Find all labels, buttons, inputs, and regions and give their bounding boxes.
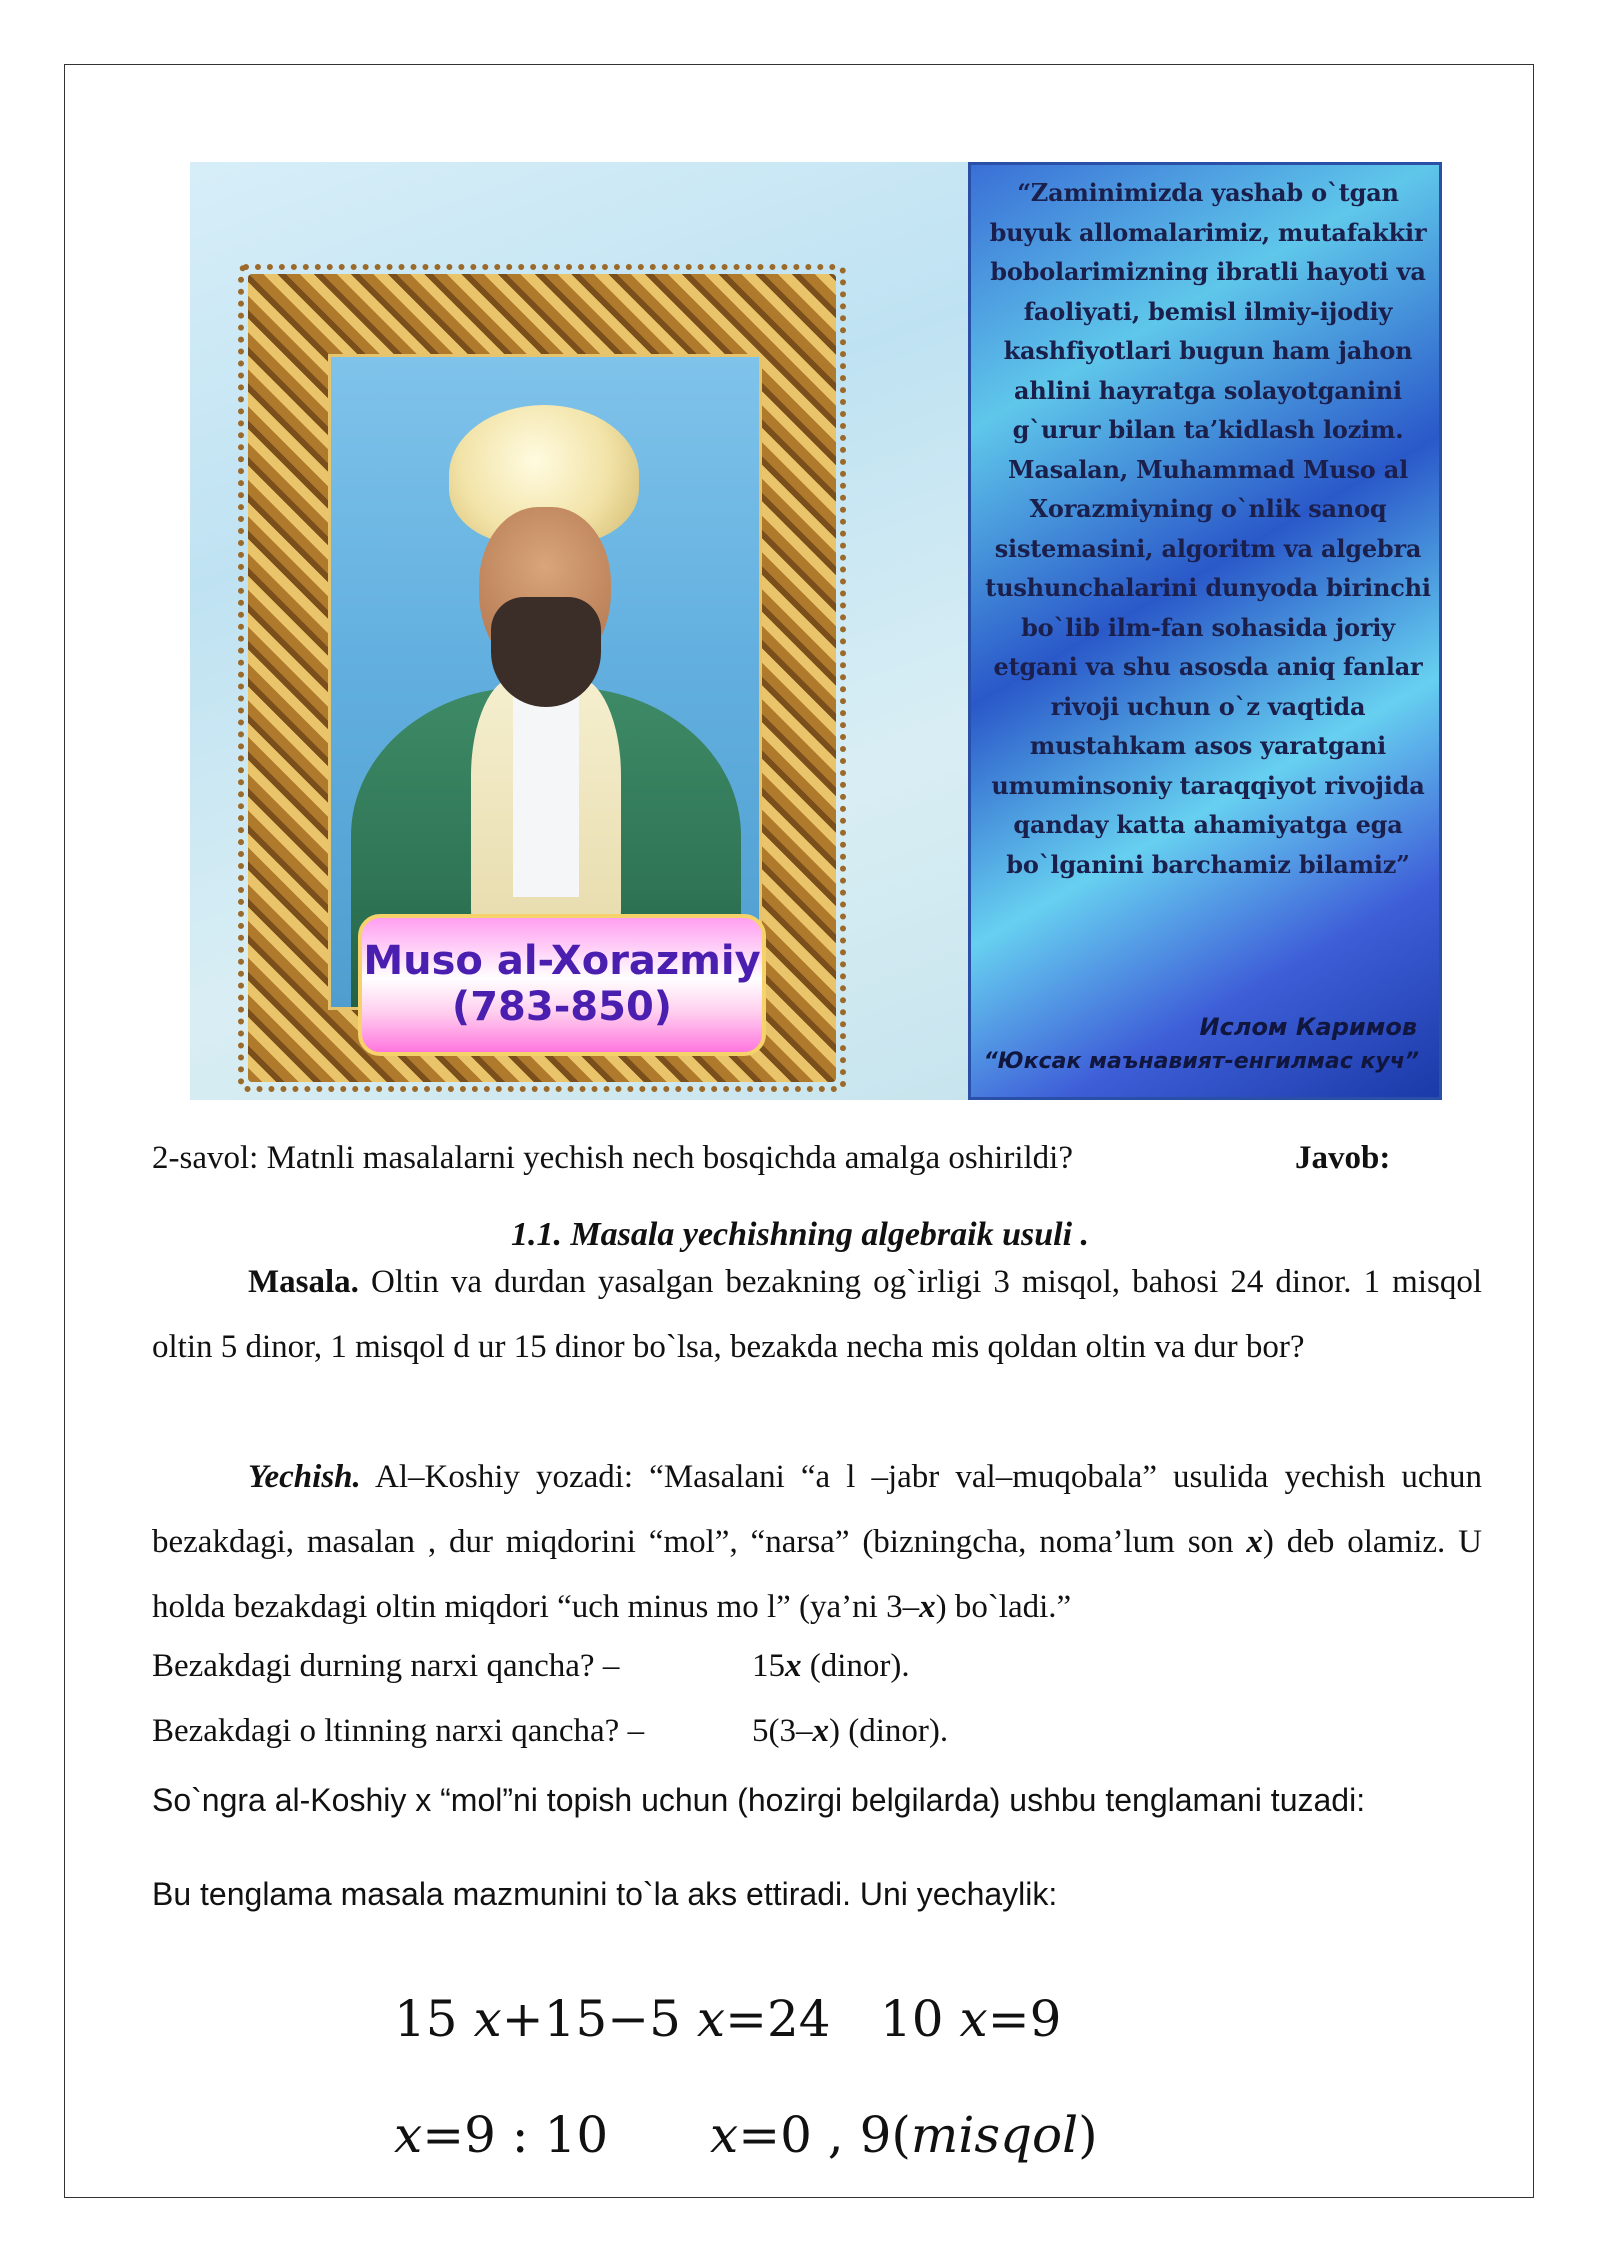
solution-label: Yechish. — [248, 1459, 361, 1495]
equation-intro: So`ngra al-Koshiy x “mol”ni topish uchun (hozirgi belgilarda) ushbu tenglamani tuzadi: — [152, 1782, 1366, 1818]
quote-text: “Zaminimizda yashab o`tgan buyuk allomalarimiz, mutafakkir bobolarimizning ibratli hayoti va faoliyati, bemisl ilmiy-ijodiy kashfiyotlari bugun ham jahon ahlini hayratga solayotganini g`urur bilan ta’kidlash lozim. Masalan, Muhammad Muso al Xorazmiyning o`nlik sanoq sistemasini, algoritm va algebra tushunchalarini dunyoda birinchi bo`lib ilm-fan sohasida joriy etgani va shu asosda aniq fanlar rivoji uchun o`z vaqtida mustahkam asos yaratgani umuminsoniy taraqqiyot rivojida qanday katta ahamiyatga ega bo`lganini barchamiz bilamiz” — [985, 178, 1431, 879]
scholar-name: Muso al-Xorazmiy — [363, 938, 761, 984]
answer-label: Javob: — [1295, 1140, 1391, 1176]
problem-text: Oltin va durdan yasalgan bezakning og`irligi 3 misqol, bahosi 24 dinor. 1 misqol oltin 5 dinor, 1 misqol d ur 15 dinor bo`lsa, bezakda necha mis qoldan oltin va dur bor? — [152, 1264, 1482, 1365]
question-line — [152, 1140, 1391, 1177]
name-plate — [358, 914, 766, 1056]
problem-label: Masala. — [248, 1264, 359, 1300]
quote-panel — [968, 162, 1442, 1100]
equation-4: x=0 , 9(misqol) — [710, 2106, 1098, 2164]
cost-line-pearl: Bezakdagi durning narxi qancha? – 15x (dinor). — [152, 1648, 910, 1684]
cost-value-pearl: 15x (dinor). — [752, 1648, 910, 1684]
solve-intro: Bu tenglama masala mazmunini to`la aks ettiradi. Uni yechaylik: — [152, 1876, 1058, 1912]
problem-paragraph — [152, 1250, 1482, 1380]
banner-image — [190, 162, 1442, 1100]
quote-source: “Юксак маънавият-енгилмас куч” — [983, 1049, 1419, 1074]
equation-1: 15 x+15−5 x=24 — [394, 1990, 831, 2048]
scholar-years: (783-850) — [451, 984, 673, 1030]
equation-3: x=9 : 10 — [394, 2106, 609, 2164]
portrait-image — [328, 354, 762, 1010]
quote-author: Ислом Каримов — [1199, 1013, 1417, 1041]
section-heading: 1.1. Masala yechishning algebraik usuli . — [510, 1216, 1090, 1253]
equation-2: 10 x=9 — [880, 1990, 1062, 2048]
question-text: 2-savol: Matnli masalalarni yechish nech bosqichda amalga oshirildi? — [152, 1140, 1073, 1176]
cost-value-gold: 5(3–x) (dinor). — [752, 1713, 949, 1749]
solution-paragraph: Yechish. Al–Koshiy yozadi: “Masalani “a l –jabr val–muqobala” usulida yechish uchun bezakdagi, masalan , dur miqdorini “mol”, “narsa” (bizningcha, noma’lum son x) deb olamiz. U holda bezakdagi oltin miqdori “uch minus mo l” (ya’ni 3–x) bo`ladi.” — [152, 1459, 1482, 1625]
cost-line-gold: Bezakdagi o ltinning narxi qancha? – 5(3–x) (dinor). — [152, 1713, 949, 1749]
